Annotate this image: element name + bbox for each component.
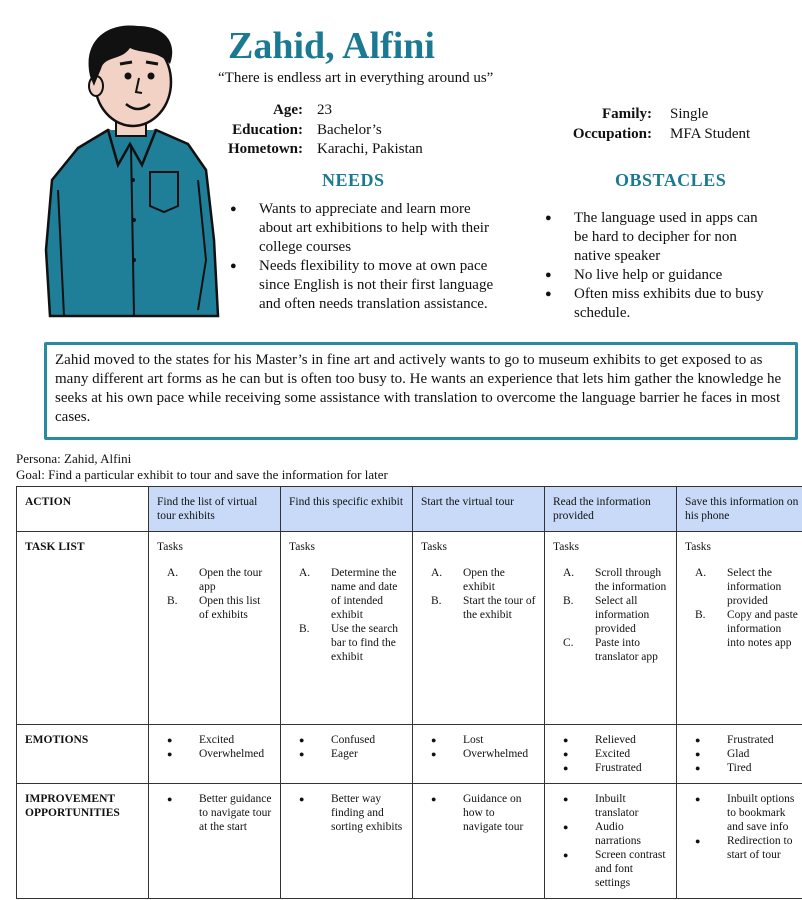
improvement-item: ● Inbuilt translator <box>563 792 668 820</box>
emotion-item: ● Overwhelmed <box>167 747 272 761</box>
task-step: B. Select all information provided <box>563 595 650 635</box>
emotions-row <box>17 725 802 784</box>
journey-goal-line: Goal: Find a particular exhibit to tour and save the information for later <box>16 467 388 482</box>
age-label: Age: <box>273 102 303 118</box>
emotions-cell <box>149 725 281 784</box>
emotion-item: ● Glad <box>695 747 800 761</box>
obstacles-item: ● Often miss exhibits due to busy schedule. <box>545 285 765 323</box>
row-header-improvement: IMPROVEMENT OPPORTUNITIES <box>17 784 149 899</box>
family-value: Single <box>670 106 709 122</box>
family-label: Family: <box>602 106 652 122</box>
hometown-value: Karachi, Pakistan <box>317 141 423 157</box>
emotions-cell <box>545 725 677 784</box>
emotions-cell <box>413 725 545 784</box>
emotion-item: ● Overwhelmed <box>431 747 536 761</box>
obstacles-item: ● The language used in apps can be hard to decipher for non native speaker <box>545 209 765 266</box>
persona-details-left <box>218 101 423 160</box>
tasks-label: Tasks <box>289 541 316 553</box>
improvement-cell <box>149 784 281 899</box>
task-step: A. Open the exhibit <box>431 567 505 593</box>
occupation-value: MFA Student <box>670 125 751 142</box>
improvement-item: ● Better way finding and sorting exhibits <box>299 792 404 834</box>
emotion-item: ● Eager <box>299 747 404 761</box>
row-header-emotions: EMOTIONS <box>17 725 149 784</box>
task-steps <box>553 566 668 664</box>
action-row <box>17 487 802 532</box>
tasks-label: Tasks <box>685 541 712 553</box>
improvement-cell <box>677 784 802 899</box>
improvement-item: ● Guidance on how to navigate tour <box>431 792 536 834</box>
obstacles-list <box>545 209 765 323</box>
needs-heading: NEEDS <box>322 170 385 190</box>
persona-avatar-illustration <box>38 20 224 320</box>
persona-quote: “There is endless art in everything around us” <box>218 70 494 86</box>
education-value: Bachelor’s <box>317 121 382 138</box>
age-value: 23 <box>317 102 332 118</box>
task-step: A. Scroll through the information <box>563 567 667 593</box>
tasks-cell <box>281 532 413 725</box>
emotions-cell <box>677 725 802 784</box>
improvement-cell <box>281 784 413 899</box>
row-header-action: ACTION <box>17 487 149 532</box>
obstacles-item: ● No live help or guidance <box>545 266 765 285</box>
improvement-row <box>17 784 802 899</box>
task-steps <box>289 566 404 664</box>
emotion-item: ● Excited <box>563 747 668 761</box>
emotion-item: ● Confused <box>299 733 404 747</box>
task-steps <box>685 566 800 650</box>
tasks-label: Tasks <box>421 541 448 553</box>
improvement-item: ● Inbuilt options to bookmark and save info <box>695 792 800 834</box>
persona-summary: Zahid moved to the states for his Master’s in fine art and actively wants to go to museum exhibits to get exposed to as many different art forms as he can but is often too busy to. He wants an experience that lets him gather the knowledge he seeks at his own pace while receiving some assistance with translation to overcome the language barrier he faces in most cases. <box>44 342 798 440</box>
needs-item: ● Needs flexibility to move at own pace since English is not their first language and often needs translation assistance. <box>230 257 500 314</box>
needs-list <box>230 200 500 314</box>
improvement-cell <box>545 784 677 899</box>
task-step: B. Start the tour of the exhibit <box>431 595 536 621</box>
row-header-tasks: TASK LIST <box>17 532 149 725</box>
persona-details-right <box>560 105 750 144</box>
tasks-row <box>17 532 802 725</box>
task-step: A. Select the information provided <box>695 567 782 607</box>
action-cell: Find this specific exhibit <box>281 487 413 532</box>
task-step: B. Use the search bar to find the exhibit <box>299 623 399 663</box>
emotion-item: ● Frustrated <box>695 733 800 747</box>
education-label: Education: <box>232 121 303 138</box>
occupation-label: Occupation: <box>572 125 652 142</box>
improvement-item: ● Audio narrations <box>563 820 668 848</box>
persona-name: Zahid, Alfini <box>228 25 435 67</box>
task-step: C. Paste into translator app <box>563 637 658 663</box>
task-steps <box>421 566 536 622</box>
emotion-item: ● Lost <box>431 733 536 747</box>
hometown-label: Hometown: <box>228 141 303 157</box>
emotion-item: ● Frustrated <box>563 761 668 775</box>
obstacles-heading: OBSTACLES <box>615 170 727 190</box>
task-step: A. Determine the name and date of intended exhibit <box>299 567 398 621</box>
task-step: B. Open this list of exhibits <box>167 595 261 621</box>
tasks-cell <box>149 532 281 725</box>
needs-item: ● Wants to appreciate and learn more about art exhibitions to help with their college courses <box>230 200 500 257</box>
task-steps <box>157 566 272 622</box>
action-cell: Read the information provided <box>545 487 677 532</box>
improvement-item: ● Redirection to start of tour <box>695 834 800 862</box>
task-step: B. Copy and paste information into notes app <box>695 609 798 649</box>
emotion-item: ● Relieved <box>563 733 668 747</box>
tasks-label: Tasks <box>553 541 580 553</box>
action-cell: Find the list of virtual tour exhibits <box>149 487 281 532</box>
task-step: A. Open the tour app <box>167 567 263 593</box>
tasks-cell <box>677 532 802 725</box>
emotion-item: ● Excited <box>167 733 272 747</box>
action-cell: Save this information on his phone <box>677 487 802 532</box>
action-cell: Start the virtual tour <box>413 487 545 532</box>
journey-persona-line: Persona: Zahid, Alfini <box>16 451 132 466</box>
tasks-label: Tasks <box>157 541 184 553</box>
emotion-item: ● Tired <box>695 761 800 775</box>
improvement-item: ● Better guidance to navigate tour at the start <box>167 792 272 834</box>
tasks-cell <box>545 532 677 725</box>
improvement-item: ● Screen contrast and font settings <box>563 848 668 890</box>
tasks-cell <box>413 532 545 725</box>
improvement-cell <box>413 784 545 899</box>
journey-map-table <box>16 486 802 899</box>
emotions-cell <box>281 725 413 784</box>
